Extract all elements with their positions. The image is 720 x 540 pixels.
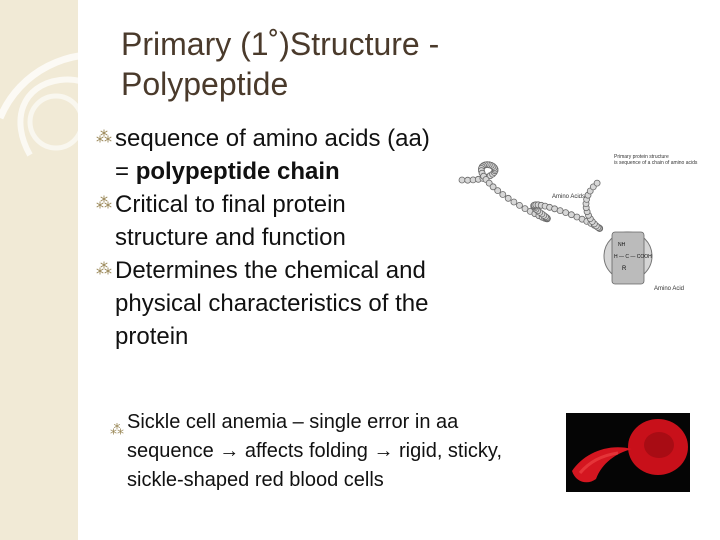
bullet-text: sequence of amino acids (aa) = [115, 125, 430, 185]
amino-acid-bead [563, 210, 569, 216]
sub-bullet-glyph: ⁂ [110, 421, 124, 437]
bullet-glyph: ⁂ [96, 129, 112, 146]
arrow-icon: → [219, 440, 240, 462]
diagram-caption-2: is sequence of a chain of amino acids [614, 160, 698, 166]
amino-acid-bead [517, 202, 523, 208]
bullet-glyph: ⁂ [96, 195, 112, 212]
arrow-icon: → [373, 440, 394, 462]
amino-acid-bead [459, 177, 465, 183]
bullet-item [96, 188, 441, 254]
bullet-item [96, 254, 441, 353]
label-amino-acids: Amino Acids [552, 194, 586, 200]
sickle-cell-image [566, 413, 690, 492]
amino-acid-bead [552, 206, 558, 212]
label-amino-acid: Amino Acid [654, 286, 685, 292]
bullet-text: Determines the chemical and physical characteristics of the protein [115, 257, 429, 350]
amino-acid-bead [495, 188, 501, 194]
title-line-1: Primary (1˚)Structure - [121, 26, 440, 62]
amino-acid-bead [505, 195, 511, 201]
amino-acid-bead [594, 180, 600, 186]
sub-bullet-text: Sickle cell anemia – single error in aa sequence → affects folding → rigid, sticky, sickle-shaped red blood cells [127, 411, 503, 491]
aa-box-r-label: R [622, 266, 627, 272]
bullet-bold-text: polypeptide chain [135, 158, 340, 185]
bullet-item [96, 122, 441, 188]
aa-box-top-label: NH [618, 242, 626, 248]
slide-title [121, 24, 541, 104]
polypeptide-chain-diagram [452, 146, 704, 294]
sub-bullet [110, 408, 530, 495]
amino-acid-bead [500, 192, 506, 198]
aa-box-mid-label: H — C — COOH [614, 254, 652, 260]
amino-acid-bead [568, 212, 574, 218]
title-line-2: Polypeptide [121, 66, 289, 102]
bullet-text: Critical to final protein structure and function [115, 191, 346, 251]
amino-acid-bead [511, 199, 517, 205]
bullet-list [96, 122, 441, 353]
diagram-caption-1: Primary protein structure [614, 154, 669, 160]
bullet-glyph: ⁂ [96, 261, 112, 278]
amino-acid-bead [557, 208, 563, 214]
